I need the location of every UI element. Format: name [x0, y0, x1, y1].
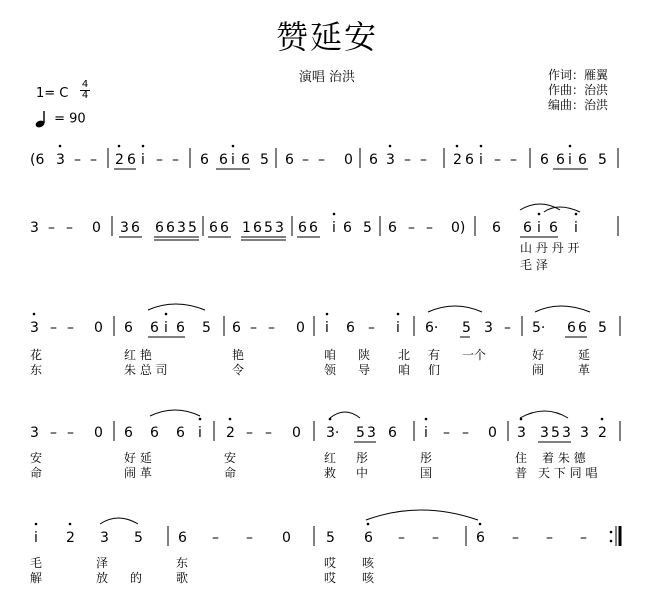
svg-text:6: 6: [220, 220, 229, 236]
svg-text:–: –: [398, 530, 405, 546]
lyric: 普: [515, 466, 528, 480]
svg-text:6: 6: [253, 220, 262, 236]
score-row-2: [30, 204, 618, 240]
svg-text:6: 6: [369, 152, 378, 168]
svg-text:3: 3: [100, 530, 109, 546]
svg-text:3: 3: [386, 152, 395, 168]
time-signature-bottom: 4: [81, 90, 89, 101]
lyric: 的: [130, 571, 143, 585]
svg-text:i: i: [574, 220, 578, 236]
svg-text:–: –: [318, 152, 325, 168]
svg-text:i: i: [479, 152, 483, 168]
svg-text:–: –: [246, 530, 253, 546]
svg-text:6: 6: [124, 425, 133, 441]
svg-text:6: 6: [298, 220, 307, 236]
svg-text:i: i: [568, 152, 572, 168]
score-row-5: [34, 510, 620, 546]
svg-text:3: 3: [562, 425, 571, 441]
svg-text:2: 2: [226, 425, 235, 441]
svg-text:6: 6: [388, 220, 397, 236]
svg-text:6: 6: [241, 152, 250, 168]
svg-text:–: –: [404, 152, 411, 168]
svg-text:0: 0: [296, 320, 305, 336]
svg-text:5: 5: [188, 220, 197, 236]
lyric: 歌: [176, 571, 189, 585]
svg-text:6: 6: [476, 530, 485, 546]
svg-text:6: 6: [166, 220, 175, 236]
svg-text:6: 6: [578, 320, 587, 336]
svg-text:6: 6: [219, 152, 228, 168]
svg-text:–: –: [246, 425, 253, 441]
svg-text:–: –: [50, 425, 57, 441]
svg-text:–: –: [50, 320, 57, 336]
svg-text:6: 6: [346, 320, 355, 336]
lyric: 北: [398, 348, 411, 362]
svg-text:6: 6: [540, 152, 549, 168]
time-signature-top: 4: [81, 79, 89, 90]
svg-text:–: –: [268, 320, 275, 336]
svg-text:i: i: [164, 320, 168, 336]
key-signature: 1= C: [36, 86, 69, 101]
lyric: 东: [30, 363, 43, 377]
lyric: 住: [515, 451, 528, 465]
svg-text:–: –: [67, 425, 74, 441]
svg-text:6: 6: [388, 425, 397, 441]
svg-text:0: 0: [292, 425, 301, 441]
svg-text:i: i: [141, 152, 145, 168]
lyric: 艳: [232, 348, 245, 362]
svg-text:3: 3: [580, 425, 589, 441]
lyric: 中: [356, 466, 369, 480]
lyric: 朱 总 司: [124, 363, 168, 377]
svg-text:5·: 5·: [532, 320, 546, 336]
svg-text:i: i: [231, 152, 235, 168]
lyric: 国: [420, 466, 433, 480]
svg-text:–: –: [265, 425, 272, 441]
svg-text:–: –: [432, 530, 439, 546]
svg-text:6: 6: [155, 220, 164, 236]
lyric: 咱: [324, 348, 337, 362]
svg-text:3: 3: [484, 320, 493, 336]
svg-text:0: 0: [92, 220, 101, 236]
svg-text:5: 5: [356, 425, 365, 441]
svg-text:–: –: [74, 152, 81, 168]
lyric: 毛: [30, 556, 43, 570]
svg-text:–: –: [426, 220, 433, 236]
svg-text:–: –: [546, 530, 553, 546]
lyric: 解: [30, 571, 43, 585]
svg-text:i: i: [396, 320, 400, 336]
score-row-4: [30, 410, 620, 442]
svg-text:0: 0: [344, 152, 353, 168]
lyric: 一个: [462, 348, 487, 362]
svg-text:5: 5: [598, 152, 607, 168]
svg-text:6: 6: [124, 320, 133, 336]
svg-text:–: –: [212, 530, 219, 546]
svg-text:5: 5: [264, 220, 273, 236]
svg-text:5: 5: [462, 320, 471, 336]
lyricist-credit: 作词：雁翼: [548, 68, 609, 82]
svg-text:3: 3: [517, 425, 526, 441]
svg-text:3: 3: [120, 220, 129, 236]
lyric: 咱: [398, 363, 411, 377]
song-title: 赞延安: [275, 18, 378, 56]
lyric: 命: [30, 466, 43, 480]
svg-text:6: 6: [556, 152, 565, 168]
svg-text:–: –: [90, 152, 97, 168]
lyric: 安: [224, 451, 237, 465]
svg-text:–: –: [494, 152, 501, 168]
svg-text:3: 3: [177, 220, 186, 236]
svg-text:6: 6: [150, 425, 159, 441]
svg-text:i: i: [198, 425, 202, 441]
lyric: 红: [324, 451, 337, 465]
lyric: 革: [578, 363, 591, 377]
svg-text:5: 5: [363, 220, 372, 236]
lyric: 们: [428, 363, 441, 377]
svg-text:5: 5: [598, 320, 607, 336]
svg-text:5: 5: [551, 425, 560, 441]
svg-text:i: i: [424, 425, 428, 441]
svg-text:0: 0: [488, 425, 497, 441]
lyric-row-2b: 毛 泽: [520, 258, 548, 272]
svg-text:–: –: [408, 220, 415, 236]
lyric: 领: [324, 363, 337, 377]
svg-text:6: 6: [523, 220, 532, 236]
svg-text:–: –: [462, 425, 469, 441]
svg-text:6: 6: [178, 530, 187, 546]
svg-text:1: 1: [242, 220, 251, 236]
svg-text:5: 5: [202, 320, 211, 336]
svg-text:6: 6: [127, 152, 136, 168]
svg-text:6: 6: [309, 220, 318, 236]
svg-text:–: –: [172, 152, 179, 168]
svg-text:i: i: [537, 220, 541, 236]
svg-text:(6: (6: [30, 152, 45, 168]
svg-text:0: 0: [94, 425, 103, 441]
svg-text:i: i: [332, 220, 336, 236]
lyric: 好: [532, 348, 545, 362]
repeat-end-barline-icon: [610, 526, 620, 546]
svg-text:2: 2: [115, 152, 124, 168]
lyric: 红 艳: [124, 348, 152, 362]
svg-text:i: i: [325, 320, 329, 336]
svg-text:6·: 6·: [425, 320, 439, 336]
svg-text:2: 2: [66, 530, 75, 546]
svg-text:3: 3: [56, 152, 65, 168]
lyric: 命: [224, 466, 237, 480]
svg-text:–: –: [250, 320, 257, 336]
svg-text:–: –: [67, 320, 74, 336]
svg-text:5: 5: [326, 530, 335, 546]
svg-text:6: 6: [285, 152, 294, 168]
svg-text:6: 6: [567, 320, 576, 336]
svg-text:3: 3: [367, 425, 376, 441]
tempo-value: = 90: [54, 111, 86, 127]
arranger-credit: 编曲：治洪: [548, 98, 609, 112]
svg-text:5: 5: [260, 152, 269, 168]
svg-text:6: 6: [150, 320, 159, 336]
lyric: 花: [30, 348, 43, 362]
lyric: 泽: [96, 556, 109, 570]
svg-text:6: 6: [131, 220, 140, 236]
singer-credit: 演唱 治洪: [298, 70, 356, 85]
svg-text:–: –: [48, 220, 55, 236]
lyric: 闹: [532, 363, 545, 377]
svg-text:6: 6: [465, 152, 474, 168]
lyric: 放: [96, 571, 109, 585]
svg-text:0: 0: [94, 320, 103, 336]
lyric: 安: [30, 451, 43, 465]
svg-text:6: 6: [549, 220, 558, 236]
svg-text:3: 3: [540, 425, 549, 441]
svg-text:–: –: [510, 152, 517, 168]
svg-text:–: –: [420, 152, 427, 168]
lyric: 有: [428, 348, 441, 362]
lyric: 陕: [358, 348, 371, 362]
svg-text:–: –: [580, 530, 587, 546]
svg-text:3: 3: [30, 425, 39, 441]
lyric: 延: [578, 348, 591, 362]
lyric: 咳: [362, 556, 375, 570]
svg-text:6: 6: [176, 320, 185, 336]
svg-text:–: –: [66, 220, 73, 236]
svg-text:3: 3: [30, 220, 39, 236]
svg-text:3: 3: [30, 320, 39, 336]
score-row-3: [30, 304, 620, 337]
lyric: 着 朱 德: [542, 451, 586, 465]
lyric: 彤: [356, 451, 369, 465]
svg-text:–: –: [512, 530, 519, 546]
svg-text:–: –: [443, 425, 450, 441]
lyric: 彤: [420, 451, 433, 465]
svg-text:6: 6: [176, 425, 185, 441]
svg-text:6: 6: [492, 220, 501, 236]
svg-text:2: 2: [598, 425, 607, 441]
svg-text:0): 0): [451, 220, 466, 236]
score-row-1: [30, 145, 618, 169]
svg-text:5: 5: [134, 530, 143, 546]
svg-text:6: 6: [209, 220, 218, 236]
composer-credit: 作曲：治洪: [548, 83, 609, 97]
lyric: 东: [176, 556, 189, 570]
svg-text:3·: 3·: [326, 425, 340, 441]
svg-text:2: 2: [453, 152, 462, 168]
svg-text:6: 6: [232, 320, 241, 336]
lyric: 闹 革: [124, 466, 152, 480]
lyric: 救: [324, 466, 337, 480]
svg-text:i: i: [34, 530, 38, 546]
svg-text:6: 6: [343, 220, 352, 236]
lyric: 咳: [362, 571, 375, 585]
svg-text:–: –: [504, 320, 511, 336]
svg-text:6: 6: [578, 152, 587, 168]
lyric: 天 下 同 唱: [538, 466, 598, 480]
lyric-row-2a: 山 丹 丹 开: [520, 241, 580, 255]
lyric: 令: [232, 363, 245, 377]
svg-text:–: –: [302, 152, 309, 168]
svg-text:6: 6: [364, 530, 373, 546]
lyric: 哎: [324, 571, 337, 585]
lyric: 导: [358, 363, 371, 377]
lyric: 哎: [324, 556, 337, 570]
svg-text:0: 0: [282, 530, 291, 546]
svg-text:3: 3: [275, 220, 284, 236]
svg-text:–: –: [368, 320, 375, 336]
lyric: 好 延: [124, 451, 152, 465]
svg-text:6: 6: [200, 152, 209, 168]
svg-text:–: –: [156, 152, 163, 168]
